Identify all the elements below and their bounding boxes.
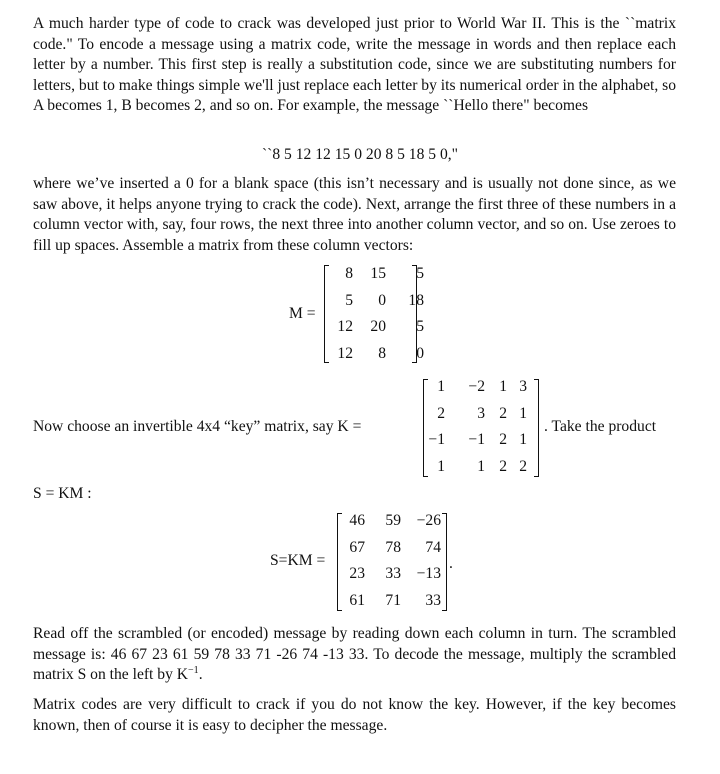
matrix-s: [336, 511, 441, 617]
s-label: S=KM =: [270, 552, 326, 569]
m-cell: 18: [408, 291, 424, 309]
k-cell: −1: [428, 431, 445, 448]
closing-paragraph: Matrix codes are very difficult to crack if you do not know the key. However, if the key becomes known, then of course it is easy to decipher the message.: [33, 696, 676, 734]
matrix-m: [330, 264, 424, 370]
inverse-superscript: −1: [188, 664, 199, 676]
k-cell: 2: [437, 404, 445, 422]
m-label: M =: [289, 305, 316, 322]
s-cell: 61: [349, 591, 365, 609]
k-cell: 3: [519, 378, 527, 395]
k-cell: 1: [519, 431, 527, 448]
key-sentence: Now choose an invertible 4x4 “key” matrix, say K =: [33, 418, 362, 435]
matrix-k: [420, 377, 527, 483]
m-cell: 8: [378, 344, 386, 362]
s-cell: 46: [349, 512, 365, 529]
s-cell: 78: [385, 538, 401, 556]
decode-end: .: [198, 666, 203, 683]
s-cell: 59: [385, 512, 401, 529]
m-cell: 20: [370, 318, 386, 335]
decode-paragraph: [33, 624, 676, 686]
take-product-text: . Take the product: [544, 418, 657, 435]
m-cell: 12: [337, 344, 353, 362]
k-cell: −1: [468, 431, 485, 448]
m-cell: 5: [416, 265, 424, 282]
k-cell: 2: [499, 431, 507, 448]
k-cell: 1: [499, 378, 507, 395]
s-cell: 74: [425, 538, 441, 556]
m-cell: 15: [370, 265, 386, 282]
k-cell: 1: [437, 457, 445, 475]
s-cell: 67: [349, 538, 365, 556]
intro-paragraph: A much harder type of code to crack was developed just prior to World War II. This is the ``matrix code." To encode a message using a matrix code, write the message in words and then replace each letter by a number. This first step is really a substitution code, since we are substituting numbers for letters, but to make things simple we'll just replace each letter by its numerical order in the alphabet, so A becomes 1, B becomes 2, and so on. For example, the message ``Hello there" becomes: [33, 15, 676, 114]
s-cell: −13: [416, 565, 441, 582]
encoded-message: ``8 5 12 12 15 0 20 8 5 18 5 0,": [261, 146, 459, 163]
k-cell: 2: [499, 404, 507, 422]
m-cell: 8: [345, 265, 353, 282]
k-cell: 3: [477, 404, 485, 422]
s-period: .: [449, 555, 453, 572]
s-cell: 71: [385, 591, 401, 609]
k-cell: 2: [519, 457, 527, 475]
m-left-bracket: [324, 265, 329, 363]
m-cell: 0: [378, 291, 386, 309]
s-cell: 33: [425, 591, 441, 609]
k-right-bracket: [534, 379, 539, 477]
s-cell: −26: [416, 512, 441, 529]
m-right-bracket: [412, 265, 417, 363]
k-cell: 2: [499, 457, 507, 475]
k-cell: −2: [468, 378, 485, 395]
k-cell: 1: [477, 457, 485, 475]
s-right-bracket: [442, 513, 447, 611]
s-cell: 23: [349, 565, 365, 582]
m-cell: 5: [416, 318, 424, 335]
k-cell: 1: [437, 378, 445, 395]
m-cell: 12: [337, 318, 353, 335]
k-cell: 1: [519, 404, 527, 422]
m-cell: 0: [416, 344, 424, 362]
decode-text: Read off the scrambled (or encoded) message by reading down each column in turn. The scrambled message is: 46 67 23 61 59 78 33 71 -26 74 -13 33. To decode the message, multiply the scrambled matrix S on the left by K: [33, 625, 676, 683]
m-cell: 5: [345, 291, 353, 309]
s-equals-km: S = KM :: [33, 485, 92, 502]
explanation-paragraph: where we’ve inserted a 0 for a blank space (this isn’t necessary and is usually not done since, as we saw above, it helps anyone trying to crack the code). Next, arrange the first three of these numbers in a column vector with, say, four rows, the next three into another column vector, and so on. Use zeroes to fill up spaces. Assemble a matrix from these column vectors:: [33, 175, 676, 254]
s-cell: 33: [385, 565, 401, 582]
